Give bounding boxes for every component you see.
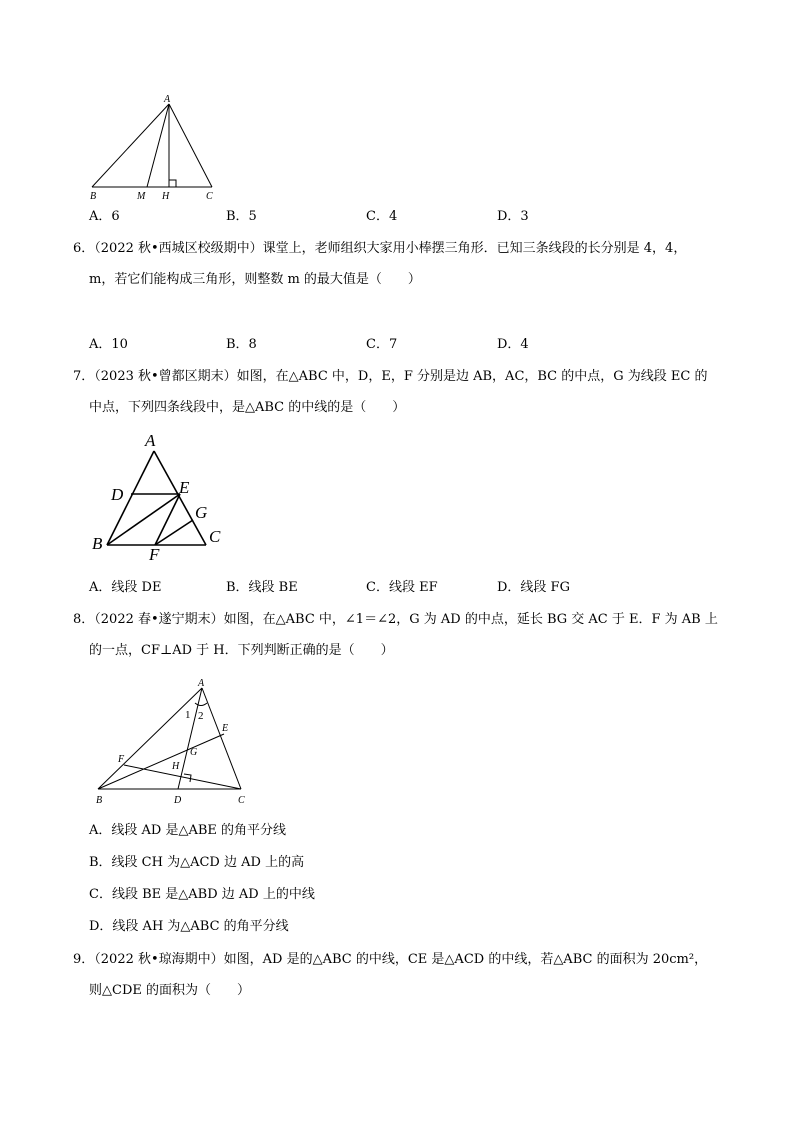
q8-label-2: 2 [198, 710, 204, 722]
q8-label-B: B [96, 795, 103, 806]
q7-stem-line2: 中点，下列四条线段中，是△ABC 的中线的是（ ） [89, 400, 406, 415]
q8-label-C: C [238, 795, 245, 806]
q5-label-C: C [206, 191, 213, 202]
q8-option-a: A．线段 AD 是△ABE 的角平分线 [89, 823, 287, 838]
q7-option-b: B．线段 BE [226, 580, 298, 595]
q8-stem-line2: 的一点，CF⊥AD 于 H．下列判断正确的是（ ） [89, 643, 394, 658]
q9-stem-line2: 则△CDE 的面积为（ ） [89, 983, 250, 998]
q8-label-F: F [118, 754, 125, 765]
q6-stem-line2: m，若它们能构成三角形，则整数 m 的最大值是（ ） [89, 272, 421, 287]
q7-label-E: E [179, 478, 190, 497]
q7-option-a: A．线段 DE [89, 580, 162, 595]
q8-stem-line1: 8．（2022 春•遂宁期末）如图，在△ABC 中，∠1＝∠2，G 为 AD 的中点，延长 BG 交 AC 于 E．F 为 AB 上 [73, 612, 718, 627]
q6-option-c: C．7 [366, 337, 398, 352]
q7-label-B: B [92, 534, 103, 553]
q6-option-b: B．8 [226, 337, 257, 352]
q5-label-B: B [90, 191, 97, 202]
q8-label-1: 1 [185, 709, 191, 721]
q5-option-b: B．5 [226, 209, 257, 224]
q8-label-A: A [198, 678, 205, 689]
q8-option-c: C．线段 BE 是△ABD 边 AD 上的中线 [89, 887, 315, 902]
q7-label-D: D [111, 485, 124, 504]
q7-option-c: C．线段 EF [366, 580, 438, 595]
q5-label-A: A [164, 94, 171, 105]
q5-label-M: M [137, 191, 146, 202]
q8-label-G: G [190, 747, 198, 758]
q5-option-a: A．6 [89, 209, 120, 224]
q6-stem-line1: 6．（2022 秋•西城区校级期中）课堂上，老师组织大家用小棒摆三角形．已知三条线段的长分别是 4，4， [73, 241, 687, 256]
q7-option-d: D．线段 FG [497, 580, 570, 595]
q8-option-b: B．线段 CH 为△ACD 边 AD 上的高 [89, 855, 305, 870]
q6-option-d: D．4 [497, 337, 529, 352]
q8-label-D: D [174, 795, 182, 806]
q6-option-a: A．10 [89, 337, 128, 352]
q8-label-E: E [222, 723, 229, 734]
q5-option-c: C．4 [366, 209, 398, 224]
q7-label-C: C [209, 527, 221, 546]
q9-stem-line1: 9．（2022 秋•琼海期中）如图，AD 是的△ABC 的中线，CE 是△ACD 的中线，若△ABC 的面积为 20cm²， [73, 952, 708, 967]
q7-label-A: A [145, 431, 156, 450]
q7-stem-line1: 7．（2023 秋•曾都区期末）如图，在△ABC 中，D，E，F 分别是边 AB，AC，BC 的中点，G 为线段 EC 的 [73, 369, 708, 384]
q5-option-d: D．3 [497, 209, 529, 224]
q7-label-G: G [195, 503, 208, 522]
q5-label-H: H [162, 191, 170, 202]
q8-label-H: H [172, 761, 180, 772]
q8-option-d: D．线段 AH 为△ABC 的角平分线 [89, 919, 289, 934]
q7-label-F: F [149, 545, 160, 564]
